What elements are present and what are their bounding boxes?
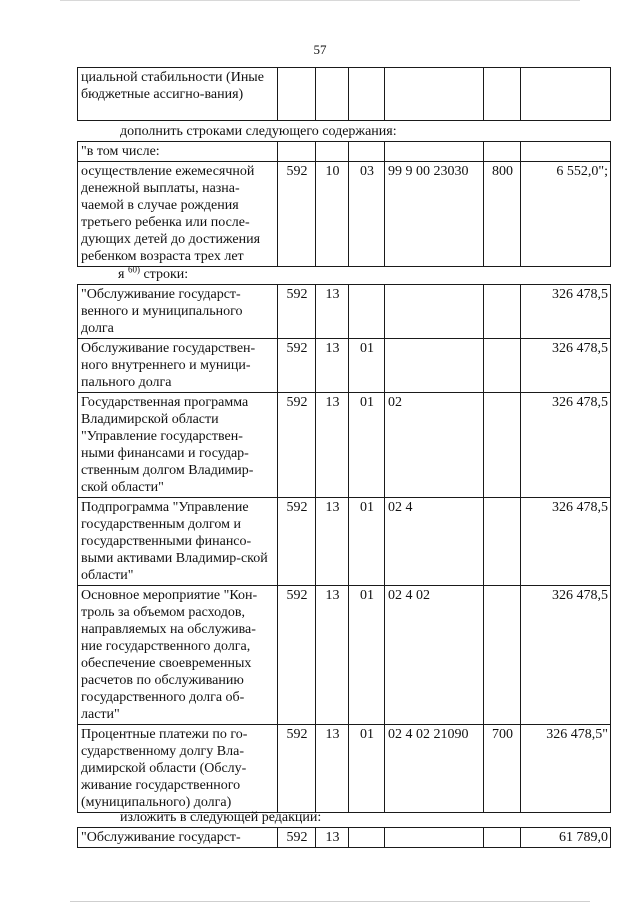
amount-cell: 326 478,5" <box>521 725 611 813</box>
target-article-cell: 02 <box>385 393 484 498</box>
footnote-prefix: я <box>118 267 125 282</box>
subsection-cell: 01 <box>349 393 385 498</box>
expense-type-cell <box>484 339 521 393</box>
expense-type-cell <box>484 393 521 498</box>
expense-type-cell <box>484 285 521 339</box>
debt-service-table <box>77 284 610 813</box>
instruction-add-rows: дополнить строками следующего содержания: <box>120 124 397 139</box>
row-description: Подпрограмма "Управление государственным долгом и государственными финансо-выми активами Владимир-ской области" <box>78 498 278 586</box>
expense-type-cell: 800 <box>484 162 521 267</box>
table-row <box>78 725 611 813</box>
footnote-superscript: 60) <box>127 264 140 275</box>
section-cell <box>316 68 349 121</box>
row-description: Процентные платежи по го-сударственному долгу Вла-димирской области (Обслу-живание государственного (муниципального) долга) <box>78 725 278 813</box>
expense-type-cell <box>484 586 521 725</box>
section-cell: 13 <box>316 725 349 813</box>
ministry-cell <box>278 68 316 121</box>
section-cell: 13 <box>316 828 349 848</box>
page-number: 57 <box>313 42 327 57</box>
row-description: Государственная программа Владимирской области "Управление государствен-ными финансами и государ-ственным долгом Владимир-ской области" <box>78 393 278 498</box>
expense-type-cell <box>484 68 521 121</box>
ministry-cell: 592 <box>278 339 316 393</box>
target-article-cell <box>385 828 484 848</box>
section-cell: 13 <box>316 339 349 393</box>
amount-cell: 326 478,5 <box>521 498 611 586</box>
amount-cell: 326 478,5 <box>521 339 611 393</box>
target-article-cell: 02 4 <box>385 498 484 586</box>
table-row <box>78 162 611 267</box>
row-description: циальной стабильности (Иные бюджетные ассигно-вания) <box>78 68 278 121</box>
expense-type-cell: 700 <box>484 725 521 813</box>
table-row <box>78 828 611 848</box>
target-article-cell <box>385 68 484 121</box>
row-description: "в том числе: <box>78 142 278 162</box>
section-cell: 13 <box>316 498 349 586</box>
expense-type-cell <box>484 498 521 586</box>
table-row <box>78 498 611 586</box>
bottom-scan-rule <box>70 901 590 902</box>
row-description: Основное мероприятие "Кон-троль за объемом расходов, направляемых на обслужива-ние государственного долга, обеспечение своевременных расчетов по обслуживанию государственного долга об-ласти" <box>78 586 278 725</box>
table-row <box>78 586 611 725</box>
amount-cell <box>521 68 611 121</box>
amount-cell: 326 478,5 <box>521 586 611 725</box>
table-row <box>78 339 611 393</box>
section-cell: 10 <box>316 162 349 267</box>
fragment-table <box>77 67 610 121</box>
amount-cell: 326 478,5 <box>521 393 611 498</box>
added-rows-table <box>77 141 610 267</box>
section-cell: 13 <box>316 393 349 498</box>
row-description: осуществление ежемесячной денежной выплаты, назна-чаемой в случае рождения третьего ребенка или после-дующих детей до достижения ребенком возраста трех лет <box>78 162 278 267</box>
ministry-cell: 592 <box>278 586 316 725</box>
target-article-cell: 02 4 02 <box>385 586 484 725</box>
section-cell: 13 <box>316 586 349 725</box>
ministry-cell: 592 <box>278 162 316 267</box>
ministry-cell <box>278 142 316 162</box>
ministry-cell: 592 <box>278 828 316 848</box>
subsection-cell: 03 <box>349 162 385 267</box>
subsection-cell: 01 <box>349 725 385 813</box>
amount-cell <box>521 142 611 162</box>
expense-type-cell <box>484 828 521 848</box>
subsection-cell <box>349 828 385 848</box>
amount-cell: 6 552,0"; <box>521 162 611 267</box>
row-description: "Обслуживание государст- <box>78 828 278 848</box>
ministry-cell: 592 <box>278 725 316 813</box>
section-cell: 13 <box>316 285 349 339</box>
expense-type-cell <box>484 142 521 162</box>
target-article-cell <box>385 285 484 339</box>
target-article-cell <box>385 142 484 162</box>
target-article-cell <box>385 339 484 393</box>
subsection-cell: 01 <box>349 498 385 586</box>
top-scan-rule <box>60 0 580 1</box>
table-row <box>78 285 611 339</box>
footnote-reference-line <box>118 266 188 283</box>
ministry-cell: 592 <box>278 393 316 498</box>
target-article-cell: 02 4 02 21090 <box>385 725 484 813</box>
subsection-cell: 01 <box>349 586 385 725</box>
ministry-cell: 592 <box>278 498 316 586</box>
row-description: "Обслуживание государст-венного и муниципального долга <box>78 285 278 339</box>
subsection-cell <box>349 285 385 339</box>
ministry-cell: 592 <box>278 285 316 339</box>
row-description: Обслуживание государствен-ного внутреннего и муници-пального долга <box>78 339 278 393</box>
subsection-cell: 01 <box>349 339 385 393</box>
subsection-cell <box>349 142 385 162</box>
table-row <box>78 142 611 162</box>
restated-table <box>77 827 610 848</box>
table-row <box>78 393 611 498</box>
amount-cell: 326 478,5 <box>521 285 611 339</box>
footnote-suffix: строки: <box>139 267 189 282</box>
table-row <box>78 68 611 121</box>
section-cell <box>316 142 349 162</box>
target-article-cell: 99 9 00 23030 <box>385 162 484 267</box>
amount-cell: 61 789,0 <box>521 828 611 848</box>
subsection-cell <box>349 68 385 121</box>
instruction-restate: изложить в следующей редакции: <box>120 810 322 825</box>
